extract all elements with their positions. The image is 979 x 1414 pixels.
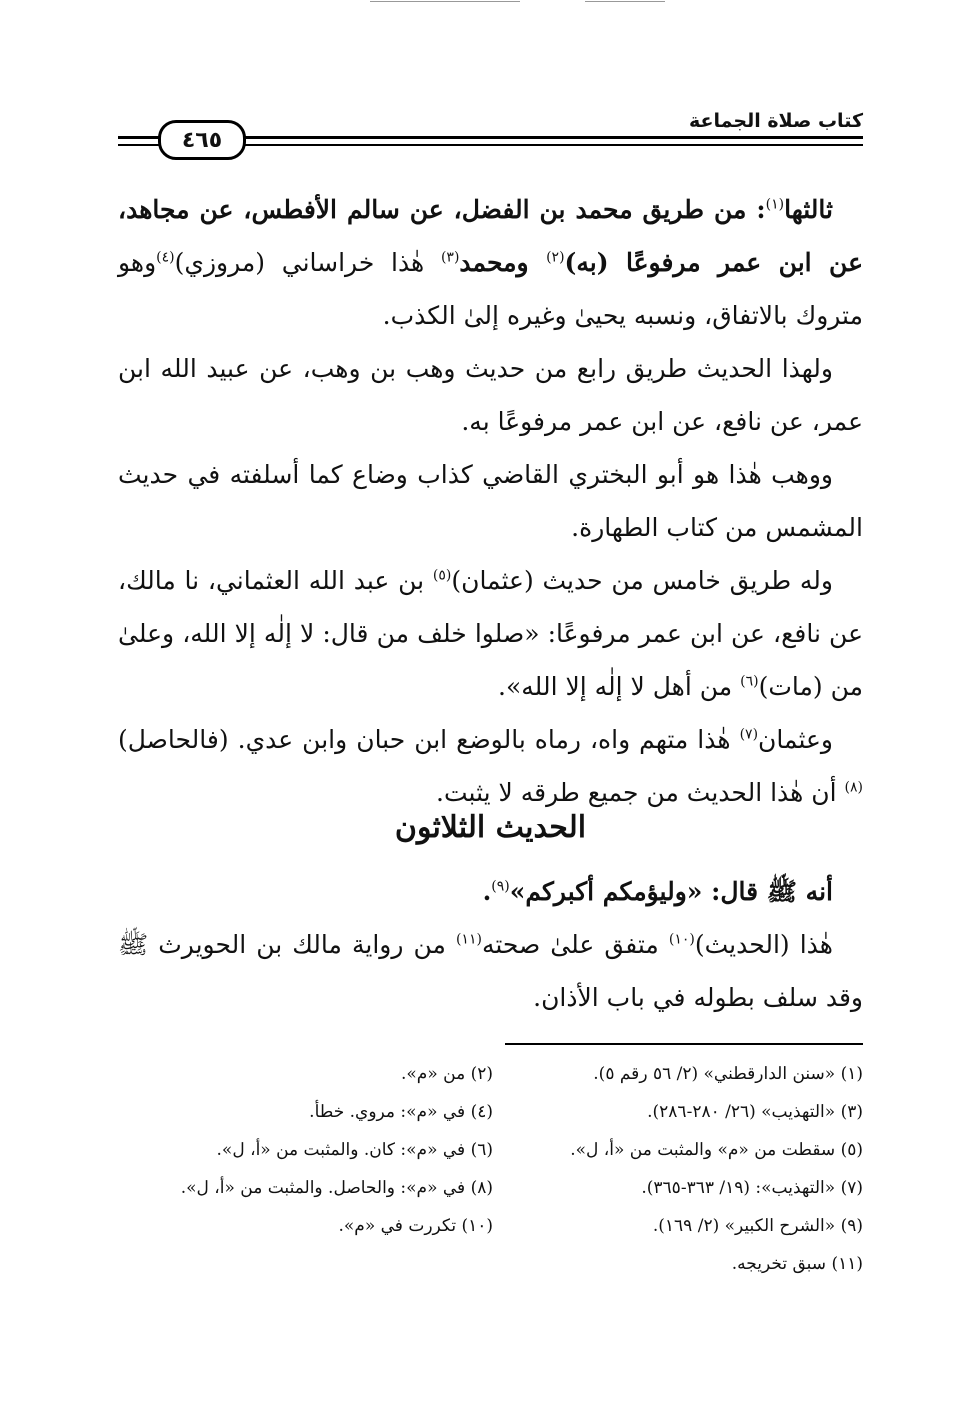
text: بن عبد الله العثماني، نا مالك، عن نافع، عن ابن عمر مرفوعًا: «صلوا خلف من قال: لا إلٰه إلا الله، وعلىٰ من (مات) bbox=[118, 566, 863, 701]
footnote: (٣) «التهذيب» (٢٦/ ٢٨٠-٢٨٦). bbox=[647, 1102, 863, 1122]
paragraph bbox=[118, 713, 863, 819]
text: هٰذا (الحديث) bbox=[694, 930, 833, 959]
paragraph bbox=[118, 183, 863, 342]
text: ولهذا الحديث طريق رابع من حديث وهب بن وهب، عن عبيد الله ابن عمر، عن نافع، عن ابن عمر مرفوعًا به. bbox=[118, 354, 863, 436]
footnote-ref[interactable]: (٩) bbox=[491, 878, 510, 895]
footnote: (٩) «الشرح الكبير» (٢/ ١٦٩). bbox=[652, 1216, 863, 1236]
footnote-ref[interactable]: (١٠) bbox=[668, 931, 695, 948]
footnote-ref[interactable]: (٢) bbox=[546, 249, 565, 266]
paragraph bbox=[118, 865, 863, 918]
footnote-ref[interactable]: (١) bbox=[765, 196, 785, 213]
footnote: (٥) سقطت من «م» والمثبت من «أ، ل». bbox=[570, 1140, 863, 1160]
footnote: (٤) في «م»: مروي. خطأ. bbox=[309, 1102, 493, 1122]
footnote: (١٠) تكررت في «م». bbox=[338, 1216, 493, 1236]
footnote bbox=[118, 1245, 493, 1283]
footnote-separator bbox=[505, 1043, 863, 1045]
text: من رواية مالك بن الحويرث ﷺ وقد سلف بطوله في باب الأذان. bbox=[118, 930, 863, 1012]
text: من أهل لا إلٰه إلا الله». bbox=[498, 672, 741, 701]
footnote: (١١) سبق تخريجه. bbox=[731, 1254, 863, 1274]
footnote: (٦) في «م»: كان. والمثبت من «أ، ل». bbox=[216, 1140, 493, 1160]
paragraph bbox=[118, 342, 863, 448]
main-text bbox=[118, 183, 863, 819]
footnote: (١) «سنن الدارقطني» (٢/ ٥٦ رقم ٥). bbox=[593, 1064, 863, 1084]
text: وهو متروك بالاتفاق، ونسبه يحيىٰ وغيره إلىٰ الكذب. bbox=[118, 248, 863, 330]
footnote: (٢) من «م». bbox=[401, 1064, 493, 1084]
text: أنه ﷺ قال: «وليؤمكم أكبركم» bbox=[509, 877, 833, 906]
page-header bbox=[118, 110, 863, 156]
footnote-row bbox=[118, 1169, 863, 1207]
footnote-row bbox=[118, 1093, 863, 1131]
scan-marks bbox=[370, 0, 670, 4]
section-text bbox=[118, 865, 863, 1024]
footnote-ref[interactable]: (٣) bbox=[440, 249, 460, 266]
footnote-ref[interactable]: (٦) bbox=[740, 673, 759, 690]
footnote: (٨) في «م»: والحاصل. والمثبت من «أ، ل». bbox=[180, 1178, 493, 1198]
footnote-ref[interactable]: (١١) bbox=[455, 931, 482, 948]
text: . bbox=[482, 877, 492, 906]
text: ووهب هٰذا هو أبو البختري القاضي كذاب وضاع كما أسلفته في حديث المشمس من كتاب الطهارة. bbox=[118, 460, 863, 542]
text: : من طريق محمد بن الفضل، عن سالم الأفطس، عن مجاهد، عن ابن عمر مرفوعًا (به) bbox=[118, 195, 863, 277]
footnote-row bbox=[118, 1055, 863, 1093]
text: هٰذا خراساني (مروزي) bbox=[174, 248, 441, 277]
footnote-ref[interactable]: (٧) bbox=[739, 726, 759, 743]
text: وعثمان bbox=[758, 725, 833, 754]
footnotes bbox=[118, 1055, 863, 1283]
footnote-row bbox=[118, 1207, 863, 1245]
text: متفق علىٰ صحته bbox=[481, 930, 669, 959]
paragraph bbox=[118, 448, 863, 554]
footnote: (٧) «التهذيب»: (١٩/ ٣٦٣-٣٦٥). bbox=[641, 1178, 863, 1198]
footnote-ref[interactable]: (٨) bbox=[844, 779, 863, 796]
footnote-row bbox=[118, 1131, 863, 1169]
text: ومحمد bbox=[459, 248, 547, 277]
section-heading: الحديث الثلاثون bbox=[394, 810, 587, 845]
text: هٰذا متهم واه، رماه بالوضع ابن حبان وابن عدي. (فالحاصل) bbox=[118, 725, 740, 754]
paragraph bbox=[118, 918, 863, 1024]
book-title: كتاب صلاة الجماعة bbox=[681, 110, 863, 132]
footnote-ref[interactable]: (٤) bbox=[156, 249, 175, 266]
text: وله طريق خامس من حديث (عثمان) bbox=[451, 566, 833, 595]
page-number: ٤٦٥ bbox=[158, 120, 246, 160]
text: أن هٰذا الحديث من جميع طرقه لا يثبت. bbox=[436, 778, 845, 807]
lead-word: ثالثها bbox=[784, 195, 833, 224]
footnote-ref[interactable]: (٥) bbox=[432, 567, 452, 584]
paragraph bbox=[118, 554, 863, 713]
footnote-row bbox=[118, 1245, 863, 1283]
